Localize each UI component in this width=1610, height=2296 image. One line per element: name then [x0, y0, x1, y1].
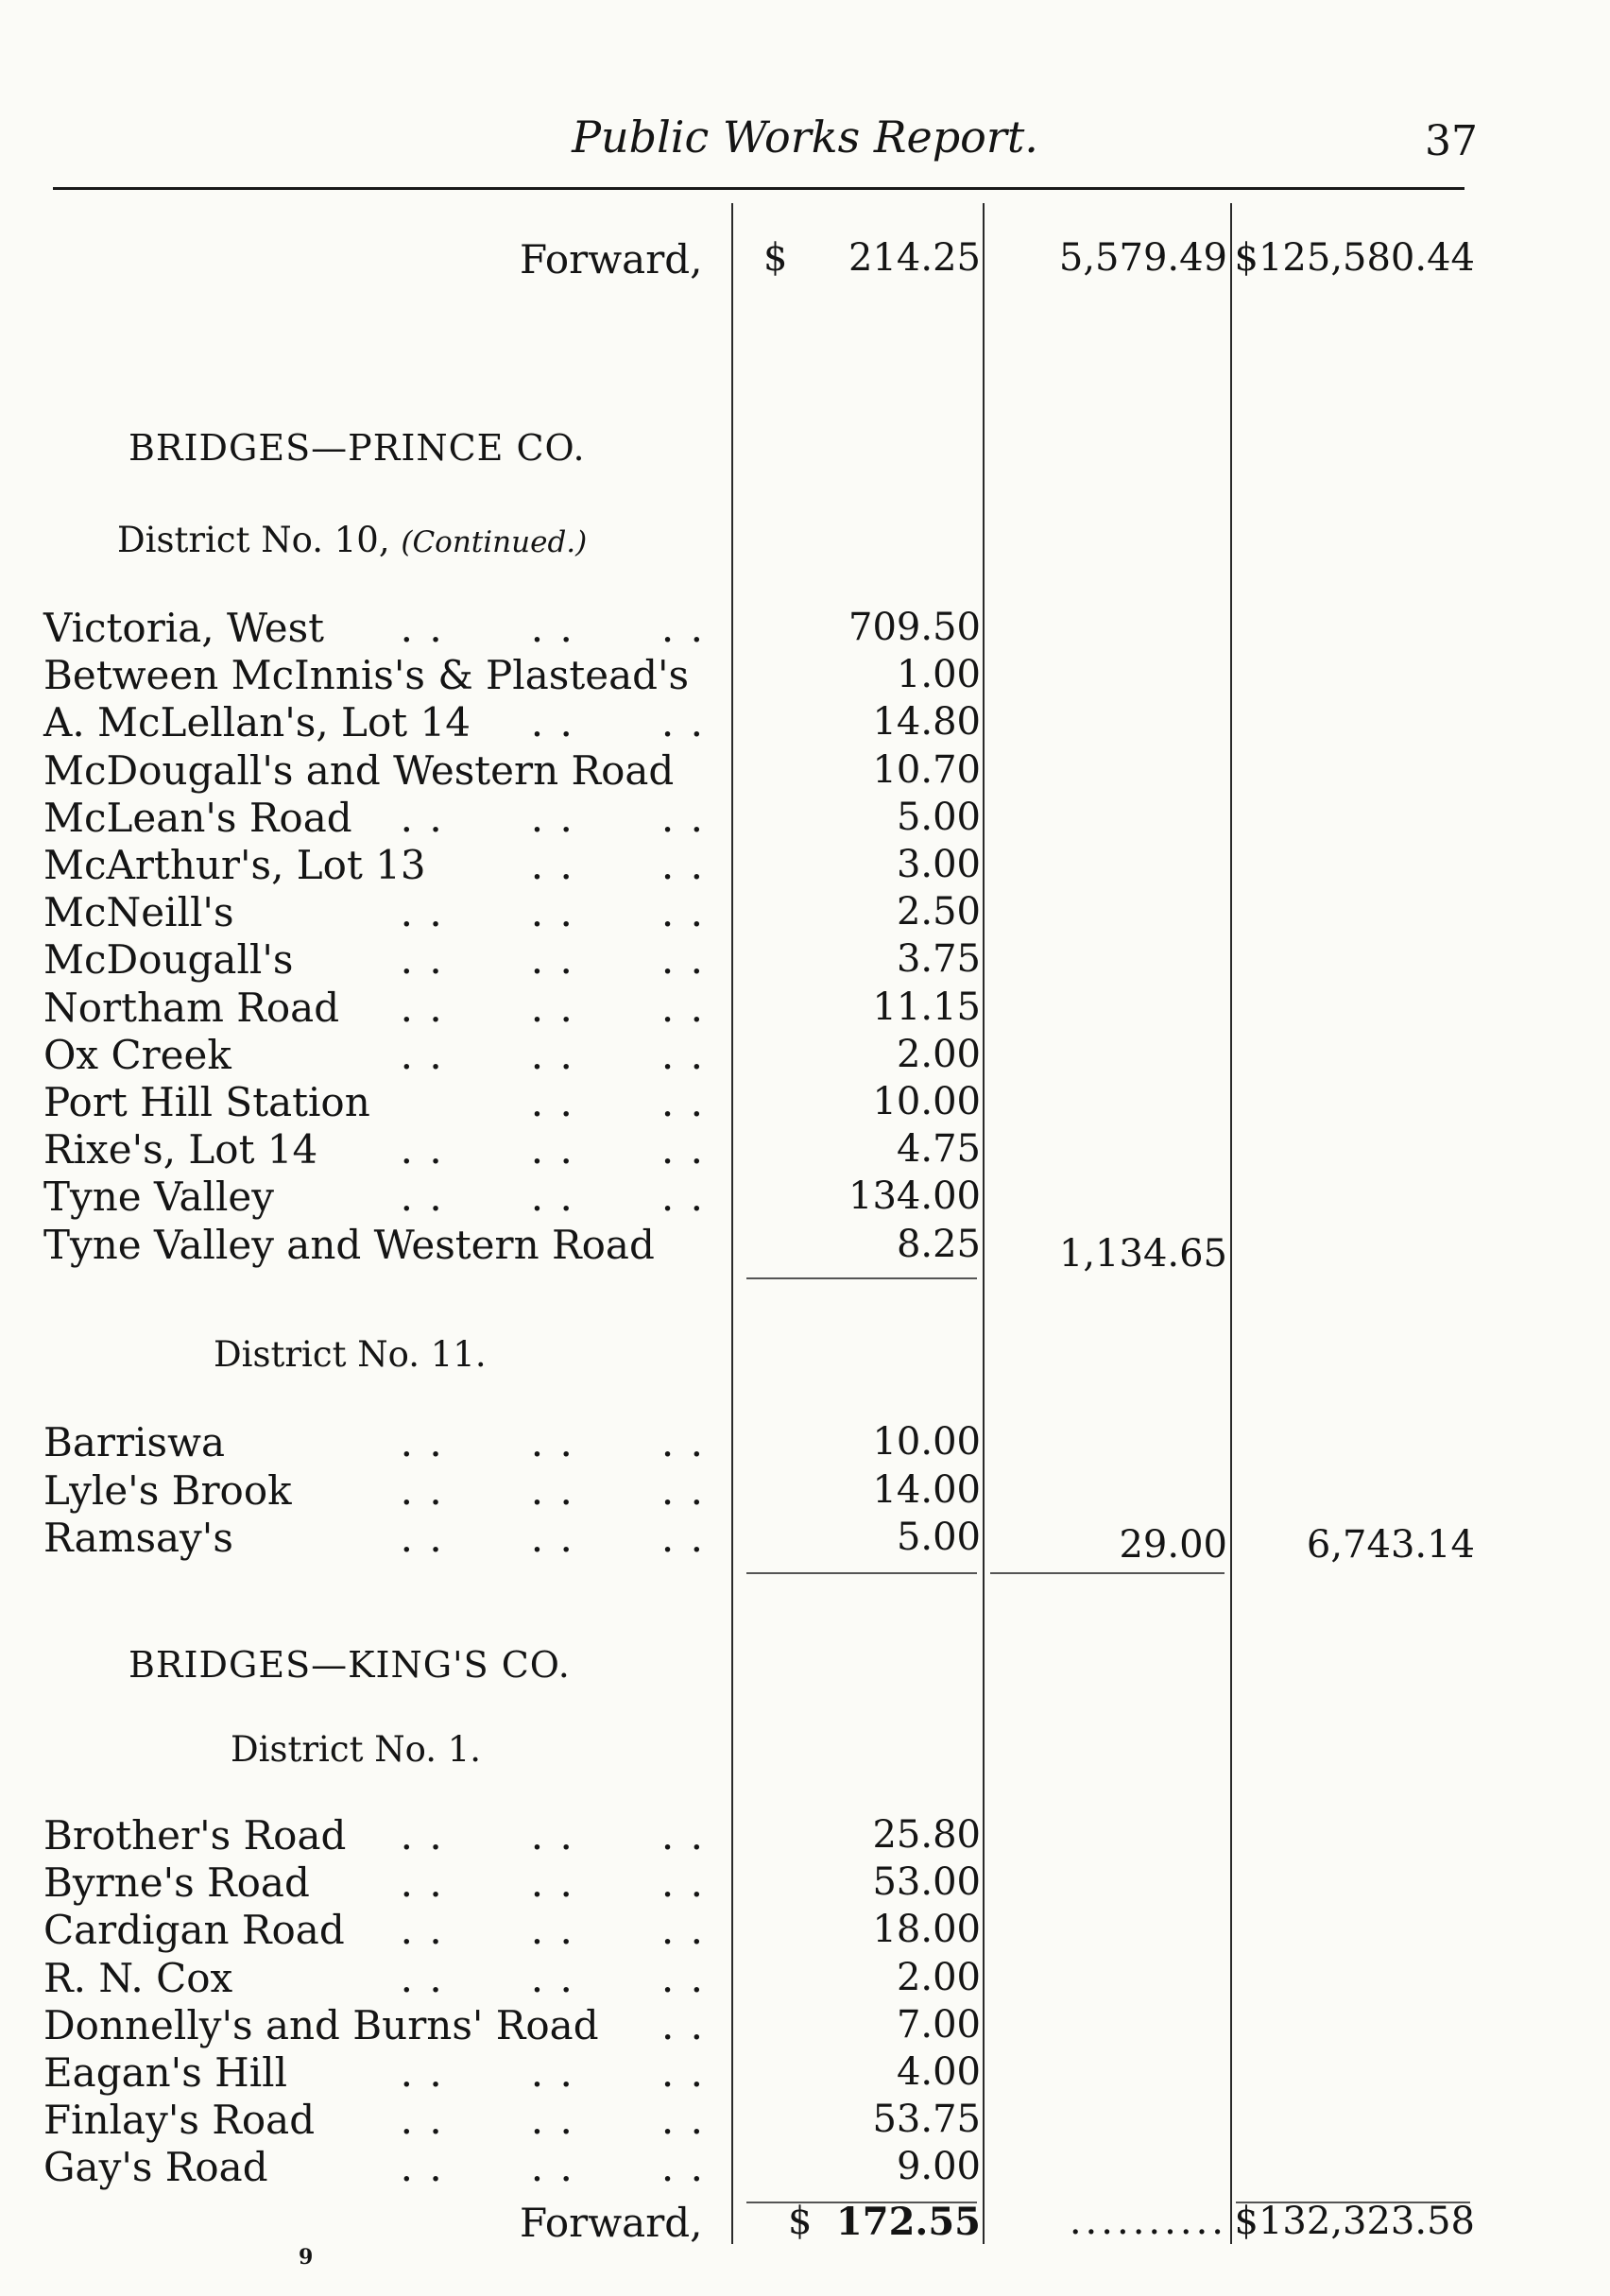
forward-col1-bottom: 172.55: [835, 2200, 981, 2244]
list-item: [43, 1419, 705, 1466]
dot-leader: . . . .: [530, 1079, 705, 1125]
list-item: [43, 1467, 705, 1515]
forward-col2-leader: ..........: [1069, 2200, 1227, 2243]
item-name: Between McInnis's & Plastead's: [43, 652, 690, 699]
list-item: [43, 1859, 705, 1907]
list-item: [43, 1222, 705, 1269]
subtotal-rule: [746, 1572, 977, 1574]
item-name: McDougall's and Western Road: [43, 746, 675, 794]
list-item: [43, 1126, 705, 1174]
district-heading-kings-1: District No. 1.: [231, 1729, 482, 1770]
dot-leader: . . . . . .: [400, 1954, 705, 2001]
forward-col3-top: $125,580.44: [1234, 236, 1475, 280]
dot-leader: . . . . . .: [400, 936, 705, 984]
dot-leader: . . . .: [530, 842, 705, 888]
item-name: McLean's Road: [43, 794, 352, 841]
list-item: [43, 699, 705, 746]
dot-leader: . . . . . .: [400, 1466, 705, 1514]
item-amount: 10.00: [872, 1420, 981, 1464]
list-item: [43, 889, 705, 936]
item-amount: 5.00: [896, 795, 981, 839]
list-item: [43, 2002, 705, 2049]
item-amount: 11.15: [872, 985, 981, 1029]
item-name: Brother's Road: [43, 1812, 347, 1859]
continued-note: (Continued.): [401, 525, 588, 559]
item-amount: 10.00: [872, 1080, 981, 1123]
item-name: A. McLellan's, Lot 14: [43, 699, 471, 746]
item-amount: 2.00: [896, 1955, 981, 1999]
item-name: Port Hill Station: [43, 1079, 370, 1125]
list-item: [43, 747, 705, 795]
item-name: Lyle's Brook: [43, 1466, 292, 1514]
item-name: Rixe's, Lot 14: [43, 1126, 318, 1174]
dot-leader: . . . . . .: [400, 2049, 705, 2096]
dot-leader: . . . . . .: [400, 1126, 705, 1174]
item-amount: 10.70: [872, 747, 981, 792]
forward-col2-top: 5,579.49: [1058, 236, 1227, 280]
item-amount: 3.00: [896, 843, 981, 886]
item-amount: 3.75: [896, 937, 981, 982]
item-amount: 7.00: [896, 2002, 981, 2047]
item-amount: 14.00: [872, 1467, 981, 1512]
item-name: Northam Road: [43, 984, 340, 1031]
item-amount: 1.00: [896, 653, 981, 697]
list-item: [43, 1515, 705, 1562]
dot-leader: . . . . . .: [400, 2144, 705, 2191]
item-name: Ox Creek: [43, 1031, 231, 1078]
subtotal-rule: [746, 1277, 977, 1279]
header-rule: [53, 187, 1464, 190]
dot-leader: . . . . . .: [400, 794, 705, 841]
item-amount: 25.80: [872, 1813, 981, 1857]
dot-leader: . . . . . .: [400, 889, 705, 936]
district-11-total: 29.00: [1119, 1523, 1227, 1567]
item-amount: 18.00: [872, 1908, 981, 1952]
item-amount: 4.00: [896, 2050, 981, 2094]
prince-county-total: 6,743.14: [1306, 1523, 1475, 1567]
district-heading-10: [117, 520, 587, 560]
subtotal-rule: [990, 1572, 1225, 1574]
item-amount: 134.00: [848, 1174, 981, 1219]
item-name: McDougall's: [43, 936, 294, 984]
item-name: Finlay's Road: [43, 2097, 316, 2144]
dot-leader: . . . . . .: [400, 1515, 705, 1561]
item-name: Victoria, West: [43, 605, 324, 651]
item-name: Ramsay's: [43, 1515, 233, 1561]
forward-currency-bottom: $: [788, 2200, 813, 2243]
list-item: [43, 842, 705, 889]
page-number: 37: [1425, 117, 1478, 165]
dot-leader: . . . . . .: [400, 1031, 705, 1078]
item-amount: 8.25: [896, 1222, 981, 1266]
list-item: [43, 936, 705, 984]
district-label: District No. 10,: [117, 520, 390, 560]
forward-col1-top: 214.25: [848, 236, 981, 280]
item-amount: 4.75: [896, 1127, 981, 1172]
item-amount: 14.80: [872, 700, 981, 745]
dot-leader: . . . . . .: [400, 984, 705, 1031]
list-item: [43, 1032, 705, 1079]
section-heading-prince: BRIDGES—PRINCE CO.: [128, 427, 586, 469]
signature-mark: 9: [299, 2245, 314, 2270]
dot-leader: . .: [660, 2001, 705, 2048]
item-name: McArthur's, Lot 13: [43, 842, 426, 888]
list-item: [43, 1079, 705, 1126]
dot-leader: . . . .: [530, 699, 705, 746]
list-item: [43, 2097, 705, 2144]
column-rule-3: [1230, 203, 1232, 2244]
item-name: Tyne Valley and Western Road: [43, 1221, 655, 1268]
item-name: Barriswa: [43, 1419, 226, 1465]
dot-leader: . . . . . .: [400, 605, 705, 651]
item-amount: 53.75: [872, 2098, 981, 2142]
dot-leader: . . . . . .: [400, 1907, 705, 1954]
dot-leader: . . . . . .: [400, 1812, 705, 1859]
list-item: [43, 1907, 705, 1954]
list-item: [43, 1955, 705, 2002]
item-amount: 709.50: [848, 606, 981, 649]
item-amount: 2.00: [896, 1032, 981, 1076]
list-item: [43, 2144, 705, 2191]
district-10-total: 1,134.65: [1058, 1232, 1227, 1276]
column-rule-2: [983, 203, 985, 2244]
forward-label-top: Forward,: [520, 236, 703, 283]
item-name: Gay's Road: [43, 2144, 268, 2191]
column-rule-1: [731, 203, 733, 2244]
list-item: [43, 652, 705, 699]
item-name: Cardigan Road: [43, 1907, 345, 1954]
list-item: [43, 795, 705, 842]
item-name: R. N. Cox: [43, 1954, 233, 2001]
forward-label-bottom: Forward,: [520, 2200, 703, 2246]
dot-leader: . . . . . .: [400, 1419, 705, 1465]
item-name: McNeill's: [43, 889, 234, 936]
forward-col3-bottom: $132,323.58: [1234, 2200, 1475, 2243]
list-item: [43, 605, 705, 652]
list-item: [43, 1174, 705, 1221]
list-item: [43, 2049, 705, 2097]
list-item: [43, 985, 705, 1032]
forward-currency-top: $: [763, 236, 788, 280]
item-amount: 9.00: [896, 2145, 981, 2189]
dot-leader: . . . . . .: [400, 2097, 705, 2144]
section-heading-kings: BRIDGES—KING'S CO.: [128, 1644, 571, 1686]
district-heading-11: District No. 11.: [214, 1334, 487, 1375]
item-name: Tyne Valley: [43, 1174, 274, 1221]
dot-leader: . . . . . .: [400, 1174, 705, 1221]
item-name: Donnelly's and Burns' Road: [43, 2001, 599, 2048]
item-amount: 2.50: [896, 890, 981, 934]
item-name: Eagan's Hill: [43, 2049, 288, 2096]
list-item: [43, 1812, 705, 1859]
page-title: Public Works Report.: [572, 111, 1038, 163]
item-amount: 53.00: [872, 1860, 981, 1905]
dot-leader: . . . . . .: [400, 1859, 705, 1907]
item-name: Byrne's Road: [43, 1859, 310, 1907]
item-amount: 5.00: [896, 1516, 981, 1559]
